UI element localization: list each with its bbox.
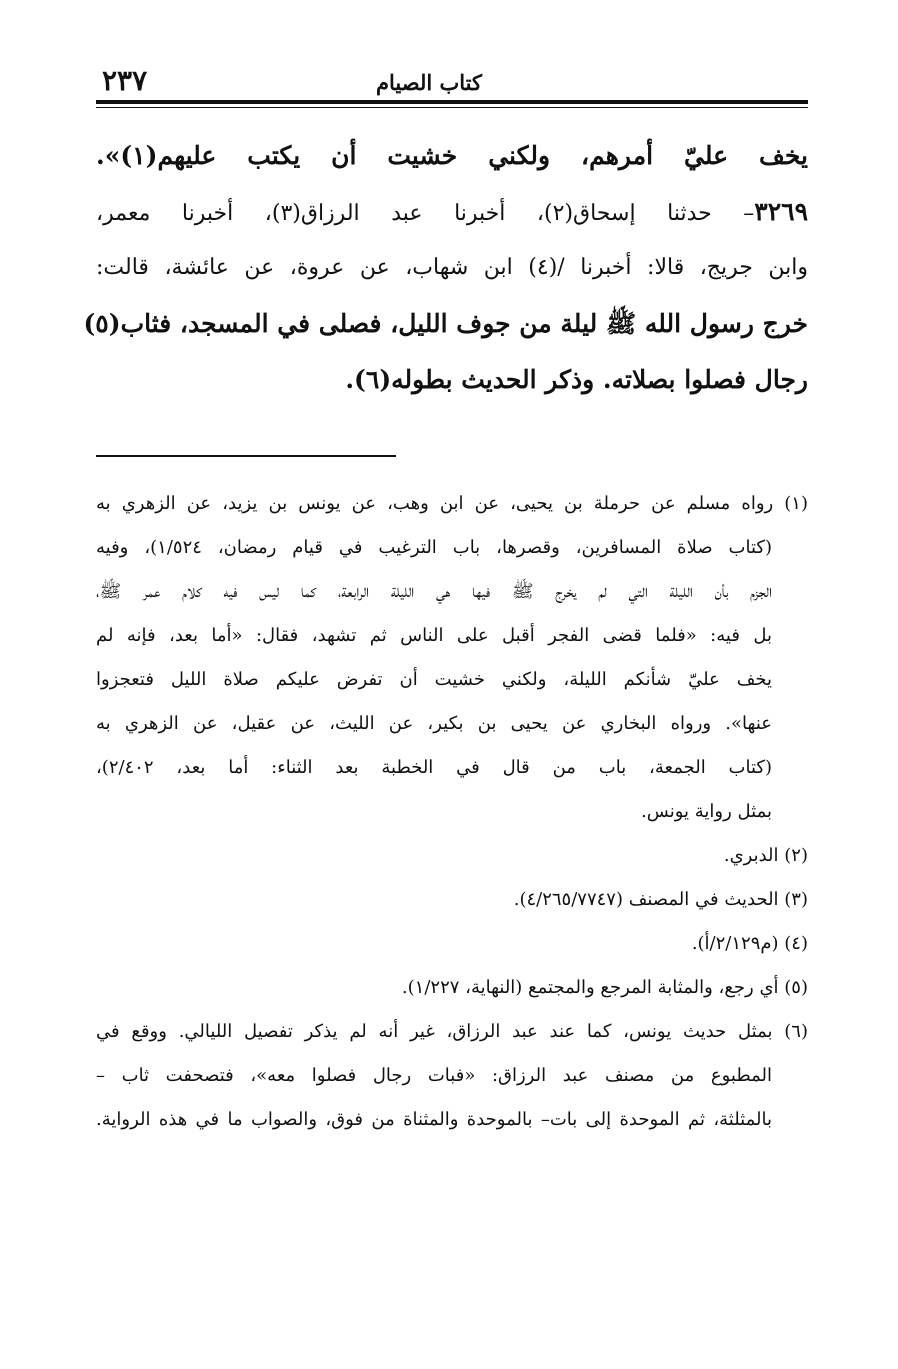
text-line-4: خرج رسول الله ﷺ ليلة من جوف الليل، فصلى في المسجد، فثاب(٥): [83, 309, 808, 338]
page-header: [96, 62, 808, 100]
text-line-5: رجال فصلوا بصلاته. وذكر الحديث بطوله(٦).: [345, 365, 808, 394]
text-line-1: يخف عليّ أمرهم، ولكني خشيت أن يكتب عليهم(١)».: [96, 141, 808, 170]
text-line-2-content: – حدثنا إسحاق(٢)، أخبرنا عبد الرزاق(٣)، أخبرنا معمر،: [96, 201, 755, 226]
text-line-3: وابن جريج، قالا: أخبرنا /(٤) ابن شهاب، عن عروة، عن عائشة، قالت:: [96, 255, 808, 280]
footnote-2: (٢) الدبري.: [723, 845, 808, 866]
header-rule-thick: [96, 100, 808, 104]
footnote-5: (٥) أي رجع، والمثابة المرجع والمجتمع (النهاية، ١/٢٢٧).: [401, 977, 808, 998]
main-text: [83, 128, 808, 408]
footnote-1-line-2: (كتاب صلاة المسافرين، وقصرها، باب الترغيب في قيام رمضان، ١/٥٢٤)، وفيه: [96, 537, 773, 558]
footnote-4: (٤) (م٢/١٢٩/أ).: [691, 933, 808, 954]
hadith-number: ٣٢٦٩: [754, 197, 808, 226]
footnote-6-line-2: المطبوع من مصنف عبد الرزاق: «فبات رجال فصلوا معه»، فتصحفت ثاب –: [96, 1065, 772, 1086]
page-number: ٢٣٧: [102, 64, 148, 97]
footnote-1-line-6: عنها». ورواه البخاري عن يحيى بن بكير، عن الليث، عن عقيل، عن الزهري به: [96, 713, 772, 734]
footnote-1-line-3: الجزم بأن الليلة التي لم يخرج ﷺ فيها هي الليلة الرابعة، كما ليس فيه كلام عمر ﷺ،: [96, 581, 772, 602]
footnote-1-line-7: (كتاب الجمعة، باب من قال في الخطبة بعد الثناء: أما بعد، ٢/٤٠٢)،: [96, 757, 772, 778]
text-line-2: [96, 184, 808, 240]
footnotes: [96, 482, 808, 1142]
footnote-6-line-3: بالمثلثة، ثم الموحدة إلى بات– بالموحدة والمثناة من فوق، والصواب ما في هذه الرواية.: [96, 1109, 772, 1130]
footnote-separator: [96, 455, 396, 457]
page: [83, 62, 808, 1130]
footnote-1-line-5: يخف عليّ شأنكم الليلة، ولكني خشيت أن تفرض عليكم صلاة الليل فتعجزوا: [96, 669, 772, 690]
footnote-1-line-8: بمثل رواية يونس.: [641, 801, 772, 822]
footnote-1-line-4: بل فيه: «فلما قضى الفجر أقبل على الناس ثم تشهد، فقال: «أما بعد، فإنه لم: [96, 625, 772, 646]
page-title: كتاب الصيام: [376, 70, 482, 95]
footnote-1-line-1: (١) رواه مسلم عن حرملة بن يحيى، عن ابن وهب، عن يونس بن يزيد، عن الزهري به: [96, 493, 808, 514]
header-rule-thin: [96, 107, 808, 108]
footnote-6-line-1: (٦) بمثل حديث يونس، كما عند عبد الرزاق، غير أنه لم يذكر تفصيل الليالي. ووقع في: [96, 1021, 808, 1042]
footnote-3: (٣) الحديث في المصنف (٤/٢٦٥/٧٧٤٧).: [513, 889, 808, 910]
